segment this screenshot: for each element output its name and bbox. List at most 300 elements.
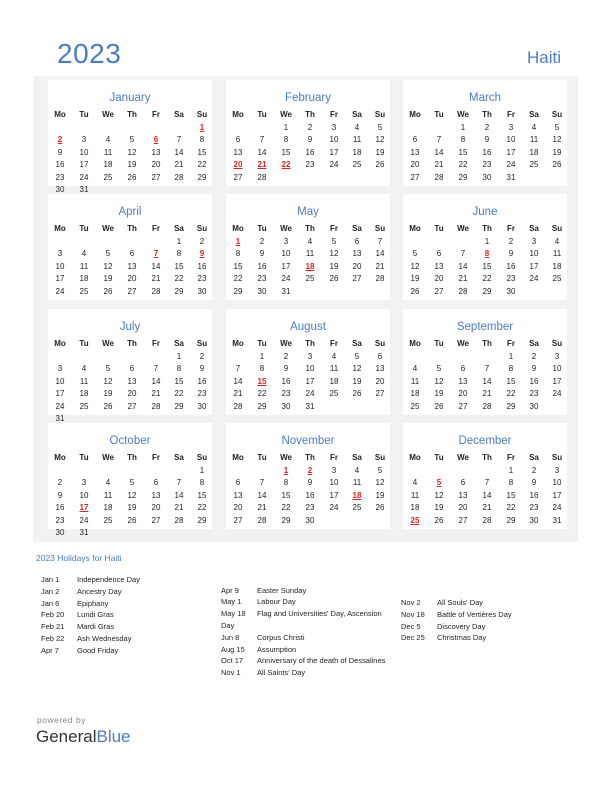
- calendar-day: 10: [79, 147, 89, 157]
- calendar-day: 14: [434, 147, 444, 157]
- calendar-day: 21: [482, 503, 492, 513]
- calendar-day: 6: [460, 364, 466, 374]
- calendar-day: 16: [257, 261, 267, 271]
- calendar-day: 6: [129, 249, 135, 259]
- weekday-header: Tu: [79, 453, 89, 462]
- weekday-header: Th: [127, 110, 137, 119]
- holiday-name: Day: [221, 620, 235, 630]
- weekday-header: Mo: [54, 110, 66, 119]
- calendar-day: 1: [460, 123, 466, 132]
- holiday-date: Nov 2: [401, 598, 421, 607]
- calendar-day: 26: [127, 515, 137, 525]
- calendar-day: 31: [552, 515, 562, 525]
- calendar-day: 31: [79, 528, 89, 537]
- calendar-day: 6: [436, 249, 442, 259]
- weekday-header: Tu: [79, 110, 89, 119]
- holiday-date: Jan 6: [41, 598, 60, 608]
- holiday-day: 9: [199, 249, 205, 259]
- calendar-day: 24: [506, 160, 516, 170]
- weekday-header: Su: [196, 110, 208, 119]
- weekday-header: Tu: [257, 339, 267, 348]
- calendar-day: 28: [482, 515, 492, 525]
- weekday-header: Sa: [529, 453, 539, 462]
- calendar-day: 7: [176, 478, 182, 488]
- calendar-day: 19: [434, 389, 444, 399]
- holiday-date: Dec 25: [401, 633, 425, 643]
- calendar-day: 27: [151, 172, 161, 182]
- calendar-day: 21: [375, 261, 385, 271]
- calendar-day: 16: [281, 376, 291, 386]
- calendar-day: 30: [55, 185, 65, 194]
- holiday-day: 21: [257, 160, 267, 170]
- calendar-day: 13: [151, 490, 161, 500]
- weekday-header: Th: [305, 224, 315, 233]
- calendar-day: 8: [508, 364, 514, 374]
- calendar-day: 29: [458, 172, 468, 182]
- calendar-day: 22: [458, 160, 468, 170]
- calendar-day: 14: [174, 490, 184, 500]
- calendar-day: 21: [434, 160, 444, 170]
- weekday-header: Tu: [257, 110, 267, 119]
- weekday-header: Th: [305, 339, 315, 348]
- calendar-day: 21: [151, 274, 161, 284]
- month-december: [403, 423, 567, 529]
- calendar-day: 20: [127, 274, 137, 284]
- calendar-day: 10: [55, 376, 65, 386]
- calendar-day: 2: [283, 352, 289, 361]
- calendar-day: 24: [529, 274, 539, 284]
- calendar-day: 12: [434, 376, 444, 386]
- holiday-name: Discovery Day: [437, 621, 486, 631]
- calendar-day: 24: [55, 286, 65, 296]
- holiday-row: [221, 586, 411, 596]
- weekday-header: Th: [305, 453, 315, 462]
- calendar-day: 17: [529, 261, 539, 271]
- month-title: March: [469, 92, 501, 104]
- calendar-day: 30: [197, 401, 207, 411]
- calendar-day: 17: [552, 490, 562, 500]
- month-june: [403, 194, 567, 300]
- calendar-day: 24: [79, 172, 89, 182]
- brand-general: General: [36, 727, 97, 746]
- calendar-day: 24: [305, 389, 315, 399]
- calendar-day: 17: [552, 376, 562, 386]
- calendar-day: 20: [458, 503, 468, 513]
- holiday-day: 15: [257, 376, 267, 386]
- holiday-name: Easter Sunday: [257, 585, 307, 595]
- calendar-day: 5: [129, 478, 135, 488]
- calendar-day: 28: [458, 286, 468, 296]
- calendar-day: 12: [127, 490, 137, 500]
- holiday-date: Apr 7: [41, 645, 59, 655]
- calendar-day: 5: [331, 237, 337, 246]
- calendar-day: 13: [458, 376, 468, 386]
- weekday-header: Su: [551, 110, 563, 119]
- calendar-day: 9: [259, 249, 265, 259]
- weekday-header: Sa: [529, 339, 539, 348]
- holiday-date: Nov 1: [221, 668, 241, 678]
- calendar-day: 22: [506, 389, 516, 399]
- calendar-day: 4: [354, 466, 360, 475]
- month-title: November: [281, 435, 335, 447]
- calendar-day: 31: [305, 401, 315, 411]
- calendar-grid: [33, 76, 578, 542]
- month-february: [226, 80, 390, 186]
- calendar-day: 11: [305, 249, 315, 259]
- weekday-header: Th: [482, 224, 492, 233]
- calendar-day: 1: [176, 352, 182, 361]
- calendar-day: 16: [197, 261, 207, 271]
- holiday-row: [41, 575, 231, 585]
- weekday-header: Sa: [174, 224, 184, 233]
- calendar-day: 28: [257, 172, 267, 182]
- holiday-name: All Saints' Day: [257, 668, 306, 678]
- holiday-day: 20: [233, 160, 243, 170]
- calendar-day: 27: [352, 274, 362, 284]
- calendar-day: 27: [233, 172, 243, 182]
- calendar-day: 5: [377, 123, 383, 132]
- calendar-day: 7: [484, 364, 490, 374]
- calendar-day: 27: [458, 515, 468, 525]
- calendar-day: 24: [281, 274, 291, 284]
- calendar-day: 5: [105, 364, 111, 374]
- weekday-header: Sa: [529, 110, 539, 119]
- calendar-day: 9: [199, 364, 205, 374]
- calendar-day: 27: [375, 389, 385, 399]
- weekday-header: Th: [305, 110, 315, 119]
- calendar-day: 6: [412, 135, 418, 145]
- calendar-day: 16: [482, 147, 492, 157]
- month-title: December: [458, 435, 512, 447]
- calendar-day: 30: [257, 286, 267, 296]
- calendar-day: 14: [257, 147, 267, 157]
- weekday-header: Tu: [257, 224, 267, 233]
- weekday-header: Sa: [529, 224, 539, 233]
- calendar-day: 19: [103, 389, 113, 399]
- calendar-day: 27: [410, 172, 420, 182]
- holiday-row: [221, 621, 411, 631]
- calendar-day: 13: [458, 490, 468, 500]
- calendar-day: 15: [506, 376, 516, 386]
- calendar-day: 11: [352, 135, 362, 145]
- calendar-day: 28: [174, 172, 184, 182]
- month-september: [403, 309, 567, 415]
- calendar-day: 22: [482, 274, 492, 284]
- calendar-day: 14: [482, 376, 492, 386]
- calendar-day: 4: [105, 135, 111, 145]
- calendar-day: 24: [329, 160, 339, 170]
- calendar-day: 28: [151, 401, 161, 411]
- calendar-day: 14: [174, 147, 184, 157]
- holiday-day: 8: [484, 249, 490, 259]
- calendar-day: 16: [529, 490, 539, 500]
- calendar-day: 28: [257, 515, 267, 525]
- calendar-day: 25: [79, 286, 89, 296]
- calendar-day: 23: [529, 389, 539, 399]
- holiday-row: [401, 610, 591, 620]
- holiday-row: [401, 622, 591, 632]
- calendar-day: 12: [127, 147, 137, 157]
- weekday-header: Mo: [409, 224, 421, 233]
- calendar-day: 7: [259, 478, 265, 488]
- calendar-day: 2: [531, 352, 537, 361]
- weekday-header: Mo: [232, 339, 244, 348]
- holiday-name: Flag and Universities' Day, Ascension: [257, 609, 382, 619]
- calendar-day: 30: [529, 515, 539, 525]
- holiday-day: 5: [436, 478, 442, 488]
- calendar-day: 12: [410, 261, 420, 271]
- calendar-day: 9: [307, 478, 313, 488]
- weekday-header: Su: [374, 339, 386, 348]
- calendar-day: 14: [233, 376, 243, 386]
- weekday-header: Th: [127, 339, 137, 348]
- calendar-day: 10: [552, 478, 562, 488]
- weekday-header: We: [280, 110, 292, 119]
- calendar-day: 15: [233, 261, 243, 271]
- month-july: [48, 309, 212, 423]
- calendar-day: 17: [329, 490, 339, 500]
- holiday-name: Good Friday: [77, 645, 119, 655]
- month-title: August: [290, 321, 326, 333]
- calendar-day: 8: [235, 249, 241, 259]
- calendar-day: 7: [460, 249, 466, 259]
- calendar-day: 3: [554, 466, 560, 475]
- calendar-day: 24: [329, 503, 339, 513]
- weekday-header: We: [102, 339, 114, 348]
- calendar-day: 15: [197, 490, 207, 500]
- calendar-day: 8: [176, 249, 182, 259]
- weekday-header: Sa: [174, 453, 184, 462]
- calendar-day: 26: [329, 274, 339, 284]
- calendar-day: 6: [354, 237, 360, 246]
- calendar-day: 9: [531, 478, 537, 488]
- holiday-name: Christmas Day: [437, 633, 487, 643]
- calendar-day: 7: [259, 135, 265, 145]
- weekday-header: We: [280, 453, 292, 462]
- calendar-day: 3: [531, 237, 537, 246]
- weekday-header: Fr: [152, 453, 160, 462]
- weekday-header: Mo: [232, 224, 244, 233]
- calendar-day: 26: [127, 172, 137, 182]
- holiday-day: 18: [352, 490, 362, 500]
- calendar-day: 10: [281, 249, 291, 259]
- calendar-day: 25: [103, 515, 113, 525]
- holiday-row: [41, 587, 231, 597]
- calendar-day: 14: [458, 261, 468, 271]
- calendar-day: 26: [375, 160, 385, 170]
- calendar-day: 20: [458, 389, 468, 399]
- holiday-row: [221, 645, 411, 655]
- calendar-day: 29: [197, 515, 207, 525]
- calendar-day: 8: [259, 364, 265, 374]
- weekday-header: Sa: [352, 453, 362, 462]
- month-april: [48, 194, 212, 300]
- weekday-header: Mo: [54, 453, 66, 462]
- calendar-day: 29: [174, 401, 184, 411]
- holiday-date: Jan 2: [41, 586, 60, 596]
- holiday-day: 17: [79, 503, 89, 513]
- calendar-day: 1: [259, 352, 265, 361]
- holiday-day: 6: [153, 135, 159, 145]
- month-title: May: [297, 206, 319, 218]
- weekday-header: We: [457, 453, 469, 462]
- calendar-day: 25: [329, 389, 339, 399]
- calendar-day: 6: [235, 135, 241, 145]
- calendar-day: 13: [410, 147, 420, 157]
- calendar-day: 6: [153, 478, 159, 488]
- calendar-day: 3: [81, 478, 87, 488]
- calendar-day: 27: [233, 515, 243, 525]
- calendar-day: 21: [482, 389, 492, 399]
- calendar-day: 30: [281, 401, 291, 411]
- calendar-day: 25: [79, 401, 89, 411]
- holiday-row: [221, 597, 411, 607]
- calendar-day: 28: [233, 401, 243, 411]
- brand-blue: Blue: [96, 727, 131, 746]
- calendar-day: 26: [103, 401, 113, 411]
- calendar-day: 23: [482, 160, 492, 170]
- calendar-day: 3: [57, 249, 63, 259]
- calendar-day: 19: [375, 147, 385, 157]
- country-title: Haiti: [526, 48, 561, 67]
- calendar-day: 30: [529, 401, 539, 411]
- calendar-day: 6: [235, 478, 241, 488]
- month-title: September: [456, 321, 514, 333]
- calendar-day: 28: [174, 515, 184, 525]
- calendar-day: 4: [331, 352, 337, 361]
- month-title: April: [118, 206, 142, 218]
- calendar-day: 11: [352, 478, 362, 488]
- weekday-header: Th: [482, 453, 492, 462]
- calendar-day: 5: [129, 135, 135, 145]
- calendar-day: 19: [127, 160, 137, 170]
- holiday-date: Feb 20: [41, 610, 65, 620]
- calendar-day: 31: [281, 286, 291, 296]
- calendar-day: 4: [81, 249, 87, 259]
- year-title: 2023: [57, 38, 122, 69]
- calendar-day: 24: [79, 515, 89, 525]
- holiday-day: 7: [153, 249, 159, 259]
- calendar-day: 2: [508, 237, 514, 246]
- calendar-day: 24: [55, 401, 65, 411]
- calendar-day: 12: [434, 490, 444, 500]
- calendar-day: 30: [305, 515, 315, 525]
- calendar-day: 13: [151, 147, 161, 157]
- holiday-date: Feb 22: [41, 634, 65, 643]
- weekday-header: Su: [374, 224, 386, 233]
- holiday-name: Battle of Vertières Day: [437, 609, 512, 619]
- month-november: [226, 423, 390, 529]
- holiday-row: [41, 634, 231, 644]
- calendar-day: 6: [377, 352, 383, 361]
- calendar-day: 14: [151, 376, 161, 386]
- weekday-header: Mo: [409, 339, 421, 348]
- calendar-day: 26: [410, 286, 420, 296]
- calendar-day: 20: [434, 274, 444, 284]
- calendar-day: 12: [329, 249, 339, 259]
- calendar-day: 7: [484, 478, 490, 488]
- calendar-day: 1: [508, 352, 514, 361]
- holiday-date: Jun 8: [221, 632, 240, 642]
- weekday-header: Tu: [257, 453, 267, 462]
- calendar-day: 3: [331, 123, 337, 132]
- weekday-header: Sa: [352, 224, 362, 233]
- calendar-day: 4: [412, 364, 418, 374]
- weekday-header: Mo: [232, 453, 244, 462]
- month-january: [48, 80, 212, 194]
- calendar-day: 23: [197, 389, 207, 399]
- calendar-day: 19: [375, 490, 385, 500]
- calendar-day: 29: [174, 286, 184, 296]
- calendar-day: 26: [552, 160, 562, 170]
- weekday-header: Fr: [330, 453, 338, 462]
- weekday-header: Su: [551, 453, 563, 462]
- weekday-header: Th: [482, 110, 492, 119]
- calendar-day: 8: [508, 478, 514, 488]
- calendar-day: 23: [529, 503, 539, 513]
- calendar-day: 11: [79, 261, 89, 271]
- weekday-header: Su: [551, 224, 563, 233]
- calendar-day: 27: [127, 401, 137, 411]
- calendar-day: 26: [375, 503, 385, 513]
- weekday-header: We: [457, 224, 469, 233]
- calendar-day: 19: [410, 274, 420, 284]
- calendar-day: 2: [199, 352, 205, 361]
- calendar-day: 8: [176, 364, 182, 374]
- calendar-day: 7: [176, 135, 182, 145]
- calendar-day: 1: [283, 123, 289, 132]
- month-october: [48, 423, 212, 537]
- calendar-day: 19: [552, 147, 562, 157]
- calendar-day: 22: [233, 274, 243, 284]
- holiday-date: Dec 5: [401, 621, 421, 631]
- holiday-name: Lundi Gras: [77, 610, 114, 620]
- weekday-header: Fr: [507, 339, 515, 348]
- calendar-day: 28: [482, 401, 492, 411]
- calendar-day: 15: [174, 376, 184, 386]
- calendar-day: 11: [552, 249, 562, 259]
- calendar-day: 22: [174, 389, 184, 399]
- month-august: [226, 309, 390, 415]
- calendar-day: 25: [552, 274, 562, 284]
- calendar-day: 31: [506, 172, 516, 182]
- calendar-day: 16: [506, 261, 516, 271]
- calendar-day: 20: [375, 376, 385, 386]
- calendar-day: 13: [127, 376, 137, 386]
- weekday-header: Fr: [507, 110, 515, 119]
- calendar-day: 26: [434, 515, 444, 525]
- calendar-day: 18: [79, 274, 89, 284]
- calendar-day: 29: [233, 286, 243, 296]
- calendar-day: 24: [552, 503, 562, 513]
- calendar-day: 13: [233, 490, 243, 500]
- calendar-day: 22: [174, 274, 184, 284]
- calendar-day: 15: [281, 147, 291, 157]
- calendar-day: 10: [529, 249, 539, 259]
- weekday-header: Fr: [152, 224, 160, 233]
- calendar-day: 1: [508, 466, 514, 475]
- holiday-name: Labour Day: [257, 597, 296, 607]
- weekday-header: Th: [127, 224, 137, 233]
- calendar-day: 15: [506, 490, 516, 500]
- calendar-day: 8: [199, 478, 205, 488]
- calendar-day: 27: [458, 401, 468, 411]
- weekday-header: Fr: [330, 110, 338, 119]
- calendar-day: 3: [81, 135, 87, 145]
- weekday-header: Th: [482, 339, 492, 348]
- calendar-day: 20: [410, 160, 420, 170]
- calendar-day: 29: [482, 286, 492, 296]
